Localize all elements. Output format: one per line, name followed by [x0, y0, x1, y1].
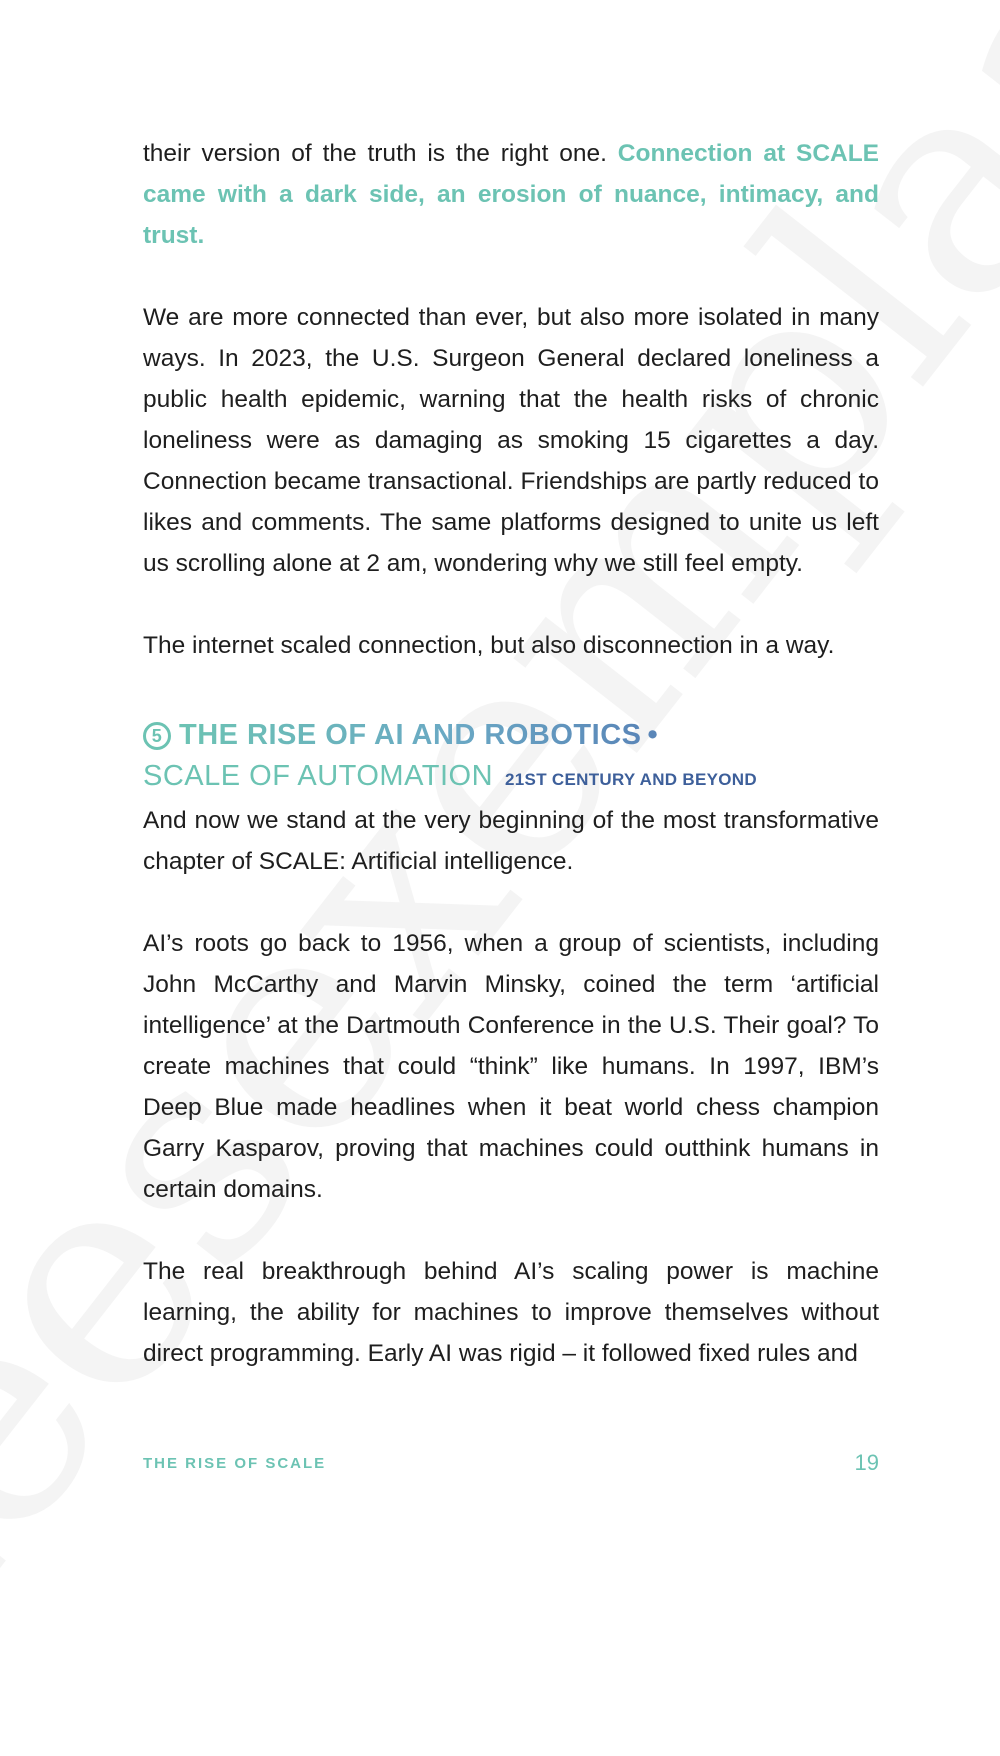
section-title-line — [143, 715, 879, 756]
page-body — [143, 133, 879, 1374]
section-title: THE RISE OF AI AND ROBOTICS — [179, 719, 642, 751]
section-subtitle-line — [143, 756, 879, 800]
paragraph-1-highlight: Connection at SCALE came with a dark side, an erosion of nuance, intimacy, and trust. — [143, 140, 880, 249]
section-era: 21ST CENTURY AND BEYOND — [505, 770, 757, 789]
paragraph-2: We are more connected than ever, but also more isolated in many ways. In 2023, the U.S. Surgeon General declared loneliness a public health epidemic, warning that the health risks of chronic loneliness were as damaging as smoking 15 cigarettes a day. Connection became transactional. Friendships are partly reduced to likes and comments. The same platforms designed to unite us left us scrolling alone at 2 am, wondering why we still feel empty. — [143, 304, 879, 577]
paragraph-5: AI’s roots go back to 1956, when a group of scientists, including John McCarthy and Marvin Minsky, coined the term ‘artificial intelligence’ at the Dartmouth Conference in the U.S. Their goal? To create machines that could “think” like humans. In 1997, IBM’s Deep Blue made headlines when it beat world chess champion Garry Kasparov, proving that machines could outthink humans in certain domains. — [143, 930, 879, 1203]
paragraph-4: And now we stand at the very beginning of the most transformative chapter of SCALE: Artificial intelligence. — [143, 807, 879, 875]
paragraph-6: The real breakthrough behind AI’s scaling power is machine learning, the ability for machines to improve themselves without direct programming. Early AI was rigid – it followed fixed rules and — [143, 1258, 879, 1367]
section-heading — [143, 715, 879, 800]
section-separator: • — [647, 719, 659, 751]
page-number: 19 — [854, 1450, 879, 1475]
footer-title: THE RISE OF SCALE — [143, 1455, 327, 1472]
paragraph-1-text: their version of the truth is the right one. — [143, 140, 618, 167]
section-number-badge: 5 — [143, 722, 171, 750]
section-subtitle: SCALE OF AUTOMATION — [143, 760, 494, 792]
paragraph-3: The internet scaled connection, but also disconnection in a way. — [143, 632, 835, 659]
paragraph-1 — [143, 133, 879, 256]
